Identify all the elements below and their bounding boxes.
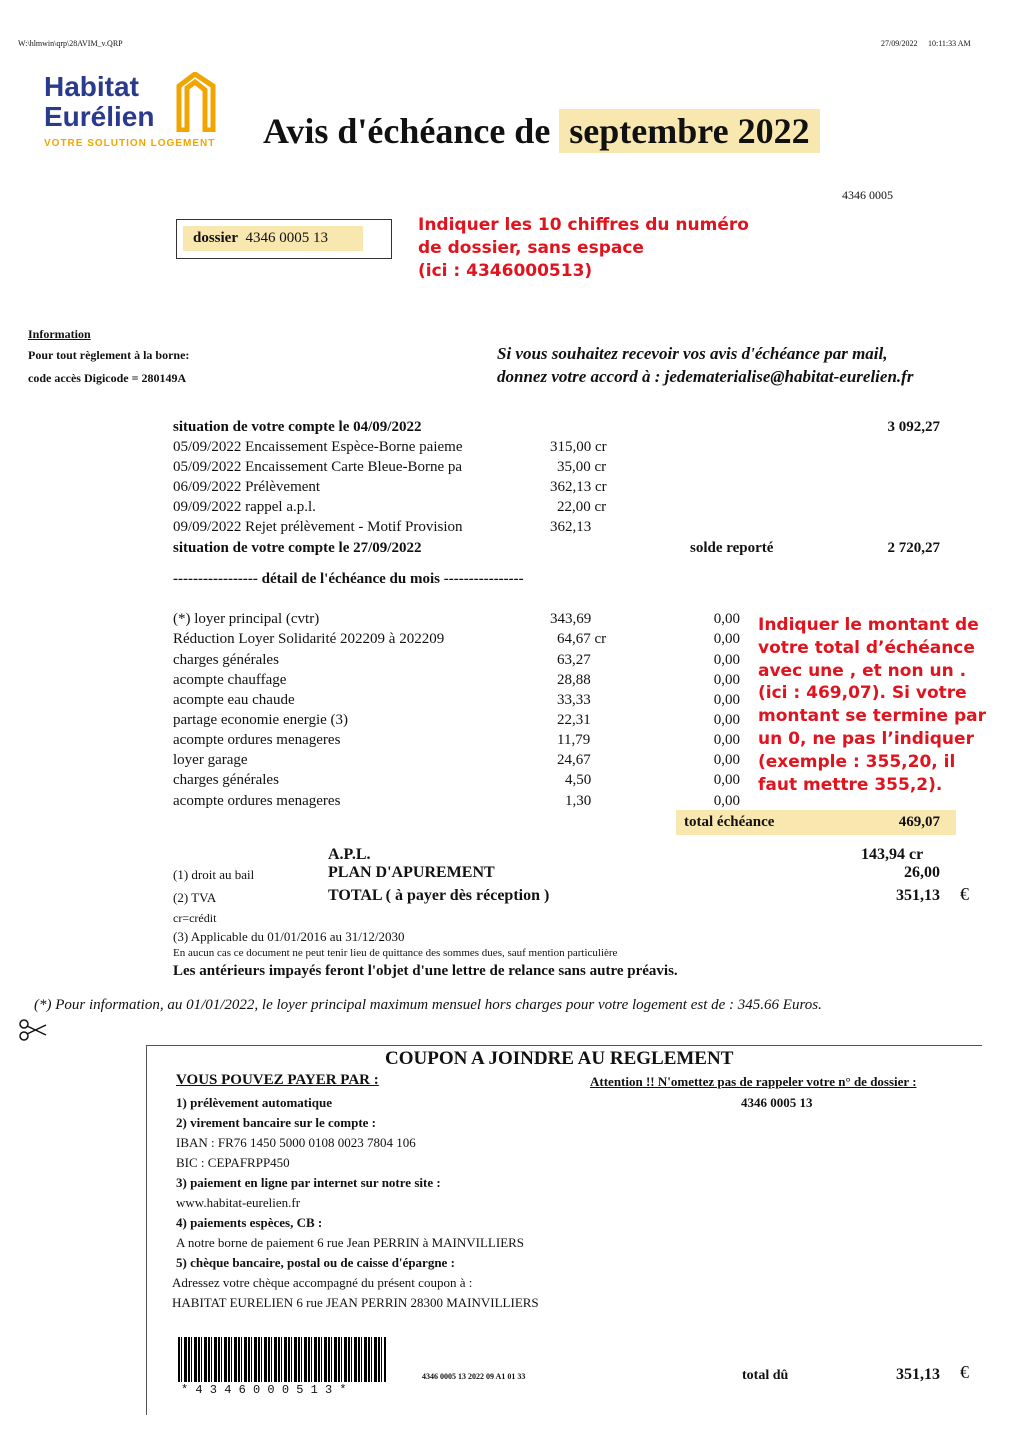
annotation-line: faut mettre 355,2). (758, 774, 943, 795)
transaction-label: 09/09/2022 Rejet prélèvement - Motif Provision (173, 519, 463, 535)
payment-line: 4) paiements espèces, CB : (176, 1215, 323, 1230)
euro-icon: € (960, 1362, 969, 1382)
apl-label: A.P.L. (328, 846, 371, 863)
transaction-amount: 35,00 cr (557, 459, 607, 475)
annotation-line: (ici : 469,07). Si votre (758, 683, 967, 704)
coupon-dossier: 4346 0005 13 (741, 1095, 813, 1110)
annotation-dossier (418, 214, 749, 283)
detail-amount: 4,50 (565, 772, 592, 788)
detail-tva: 0,00 (713, 712, 740, 728)
payment-line: 2) virement bancaire sur le compte : (176, 1115, 377, 1130)
house-logo-icon (175, 72, 217, 132)
info-mail-line2: donnez votre accord à : jedematerialise@habitat-eurelien.fr (497, 367, 914, 386)
total-label: TOTAL ( à payer dès réception ) (328, 887, 550, 904)
annotation-line: avec une , et non un . (758, 660, 967, 681)
plan-label: PLAN D'APUREMENT (328, 864, 495, 881)
reference-number: 4346 0005 (842, 188, 893, 202)
annotation-line: votre total d’échéance (758, 637, 975, 658)
payment-line: A notre borne de paiement 6 rue Jean PERRIN à MAINVILLIERS (176, 1235, 525, 1250)
payment-line: HABITAT EURELIEN 6 rue JEAN PERRIN 28300 MAINVILLIERS (172, 1295, 539, 1310)
detail-label: charges générales (173, 652, 279, 668)
payment-line: IBAN : FR76 1450 5000 0108 0023 7804 106 (176, 1135, 416, 1150)
detail-tva: 0,00 (713, 732, 740, 748)
total-du-label: total dû (742, 1368, 789, 1383)
detail-amount: 24,67 (557, 752, 591, 768)
detail-amount: 33,33 (557, 692, 591, 708)
detail-label: charges générales (173, 772, 279, 788)
logo-text-line1: Habitat (44, 71, 139, 102)
annotation-line: un 0, ne pas l’indiquer (758, 728, 974, 749)
apl-value: 143,94 cr (861, 846, 924, 863)
detail-tva: 0,00 (713, 692, 740, 708)
total-du-value: 351,13 (896, 1366, 940, 1383)
detail-amount: 22,31 (557, 712, 591, 728)
payment-line: 5) chèque bancaire, postal ou de caisse d'épargne : (176, 1255, 455, 1270)
info-heading: Information (28, 327, 91, 341)
dossier-number: 4346 0005 13 (245, 230, 328, 246)
scissors-icon (18, 1018, 48, 1042)
transaction-label: 05/09/2022 Encaissement Espèce-Borne paieme (173, 439, 463, 455)
file-path: W:\hlmwin\qrp\28AVIM_v.QRP (18, 39, 123, 48)
solde-label: solde reporté (690, 540, 774, 556)
detail-tva: 0,00 (713, 772, 740, 788)
total-echeance-box (676, 810, 956, 835)
detail-label: Réduction Loyer Solidarité 202209 à 202209 (173, 631, 445, 647)
page-title (263, 110, 820, 152)
detail-tva: 0,00 (713, 652, 740, 668)
quittance-note: En aucun cas ce document ne peut tenir lieu de quittance des sommes dues, sauf mention particulière (173, 947, 618, 959)
loyer-max-note: (*) Pour information, au 01/01/2022, le loyer principal maximum mensuel hors charges pour votre logement est de : 345.66 Euros. (34, 997, 822, 1013)
coupon-pay-heading: VOUS POUVEZ PAYER PAR : (176, 1072, 379, 1088)
coupon-attention: Attention !! N'omettez pas de rappeler votre n° de dossier : (590, 1074, 917, 1089)
detail-label: (*) loyer principal (cvtr) (173, 611, 320, 627)
applicable-note: (3) Applicable du 01/01/2016 au 31/12/2030 (173, 929, 405, 944)
title-month: septembre 2022 (559, 109, 819, 153)
annotation-line: de dossier, sans espace (418, 238, 644, 258)
total-echeance-label: total échéance (684, 814, 775, 830)
droit-bail-note: (1) droit au bail (173, 867, 255, 882)
barcode-text: * 4 3 4 6 0 0 0 5 1 3 * (181, 1383, 347, 1397)
annotation-line: (exemple : 355,20, il (758, 751, 956, 772)
dossier-box (176, 219, 392, 259)
cut-line (146, 1045, 982, 1046)
transaction-amount: 315,00 cr (550, 439, 607, 455)
situation-start-label: situation de votre compte le 04/09/2022 (173, 419, 422, 435)
plan-value: 26,00 (904, 864, 940, 881)
title-prefix: Avis d'échéance de (263, 111, 551, 151)
situation-start-value: 3 092,27 (887, 419, 940, 435)
logo-tagline: VOTRE SOLUTION LOGEMENT (44, 138, 216, 149)
transaction-amount: 22,00 cr (557, 499, 607, 515)
coupon-left-border (146, 1045, 147, 1415)
anterieurs-note: Les antérieurs impayés feront l'objet d'une lettre de relance sans autre préavis. (173, 963, 678, 979)
transaction-label: 06/09/2022 Prélèvement (173, 479, 321, 495)
barcode (178, 1337, 386, 1382)
detail-label: acompte eau chaude (173, 692, 295, 708)
total-echeance-value: 469,07 (898, 814, 940, 830)
annotation-line: Indiquer les 10 chiffres du numéro (418, 215, 749, 235)
euro-icon: € (960, 884, 969, 904)
detail-amount: 1,30 (565, 793, 592, 809)
credit-note: cr=crédit (173, 911, 217, 925)
detail-amount: 63,27 (557, 652, 591, 668)
annotation-line: montant se termine par (758, 706, 986, 727)
detail-label: partage economie energie (3) (173, 712, 349, 728)
info-mail-line1: Si vous souhaitez recevoir vos avis d'échéance par mail, (497, 344, 888, 363)
transaction-amount: 362,13 cr (550, 479, 607, 495)
detail-amount: 343,69 (550, 611, 592, 627)
payment-line: 3) paiement en ligne par internet sur notre site : (176, 1175, 441, 1190)
coupon-reference: 4346 0005 13 2022 09 A1 01 33 (422, 1372, 526, 1381)
annotation-line: Indiquer le montant de (758, 615, 979, 635)
detail-label: acompte ordures menageres (173, 732, 341, 748)
detail-tva: 0,00 (713, 672, 740, 688)
payment-line: Adressez votre chèque accompagné du présent coupon à : (172, 1275, 473, 1290)
dossier-label: dossier (193, 230, 238, 246)
annotation-line: (ici : 4346000513) (418, 261, 593, 281)
detail-tva: 0,00 (713, 631, 740, 647)
logo-text-line2: Eurélien (44, 101, 155, 132)
print-date: 27/09/2022 (881, 39, 918, 48)
payment-line: BIC : CEPAFRPP450 (176, 1155, 290, 1170)
tva-note: (2) TVA (173, 890, 217, 905)
transaction-amount: 362,13 (550, 519, 592, 535)
detail-label: acompte chauffage (173, 672, 287, 688)
detail-amount: 11,79 (557, 732, 591, 748)
detail-label: acompte ordures menageres (173, 793, 341, 809)
coupon-title: COUPON A JOINDRE AU REGLEMENT (385, 1048, 734, 1069)
detail-amount: 28,88 (557, 672, 591, 688)
detail-tva: 0,00 (713, 793, 740, 809)
situation-end-label: situation de votre compte le 27/09/2022 (173, 540, 422, 556)
detail-tva: 0,00 (713, 752, 740, 768)
detail-heading: ----------------- détail de l'échéance du mois ---------------- (173, 571, 524, 587)
total-value: 351,13 (896, 887, 940, 904)
detail-amount: 64,67 cr (557, 631, 607, 647)
transaction-label: 05/09/2022 Encaissement Carte Bleue-Borne pa (173, 459, 463, 475)
annotation-total (758, 614, 986, 796)
detail-label: loyer garage (173, 752, 248, 768)
payment-line: 1) prélèvement automatique (176, 1095, 332, 1110)
info-borne: Pour tout règlement à la borne: (28, 348, 190, 362)
print-time: 10:11:33 AM (928, 39, 971, 48)
info-digicode: code accès Digicode = 280149A (28, 371, 187, 385)
detail-tva: 0,00 (713, 611, 740, 627)
dossier-field (183, 226, 363, 251)
solde-value: 2 720,27 (887, 540, 940, 556)
payment-line: www.habitat-eurelien.fr (176, 1195, 301, 1210)
transaction-label: 09/09/2022 rappel a.p.l. (173, 499, 316, 515)
